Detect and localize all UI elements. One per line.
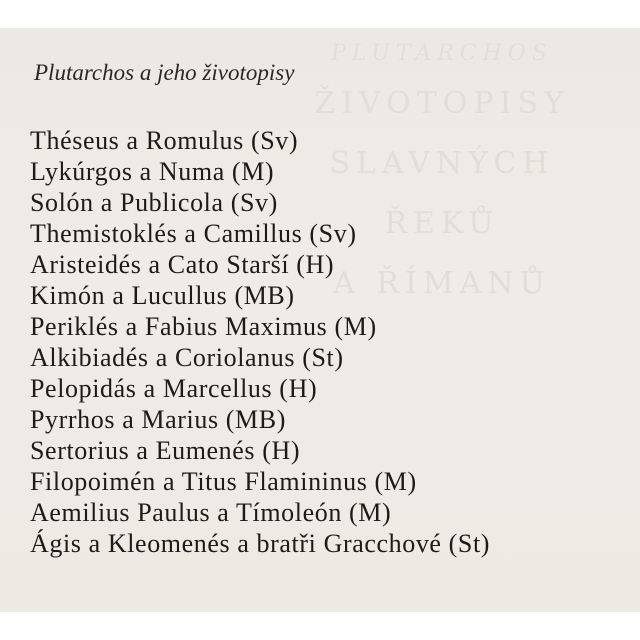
list-item: Alkibiadés a Coriolanus (St)	[30, 343, 344, 372]
list-item: Pyrrhos a Marius (MB)	[30, 405, 286, 434]
show-through-line: A ŘÍMANŮ	[333, 266, 551, 301]
list-item: Themistoklés a Camillus (Sv)	[30, 219, 357, 248]
show-through-line: ŘEKŮ	[384, 206, 500, 241]
list-item: Kimón a Lucullus (MB)	[30, 281, 295, 310]
list-item: Aristeidés a Cato Starší (H)	[30, 250, 335, 279]
book-page	[0, 28, 640, 612]
show-through-line: ŽIVOTOPISY	[314, 86, 570, 121]
contents-list	[30, 125, 490, 559]
page-heading: Plutarchos a jeho životopisy	[34, 60, 295, 85]
list-item: Solón a Publicola (Sv)	[30, 188, 278, 217]
list-item: Filopoimén a Titus Flamininus (M)	[30, 467, 417, 496]
list-item: Pelopidás a Marcellus (H)	[30, 374, 318, 403]
list-item: Aemilius Paulus a Tímoleón (M)	[30, 498, 392, 527]
list-item: Periklés a Fabius Maximus (M)	[30, 312, 377, 341]
list-item: Lykúrgos a Numa (M)	[30, 157, 275, 186]
list-item: Théseus a Romulus (Sv)	[30, 126, 299, 155]
show-through-line: PLUTARCHOS	[331, 41, 553, 66]
list-item: Sertorius a Eumenés (H)	[30, 436, 301, 465]
show-through-line: SLAVNÝCH	[329, 146, 555, 181]
list-item: Ágis a Kleomenés a bratři Gracchové (St)	[30, 529, 491, 558]
